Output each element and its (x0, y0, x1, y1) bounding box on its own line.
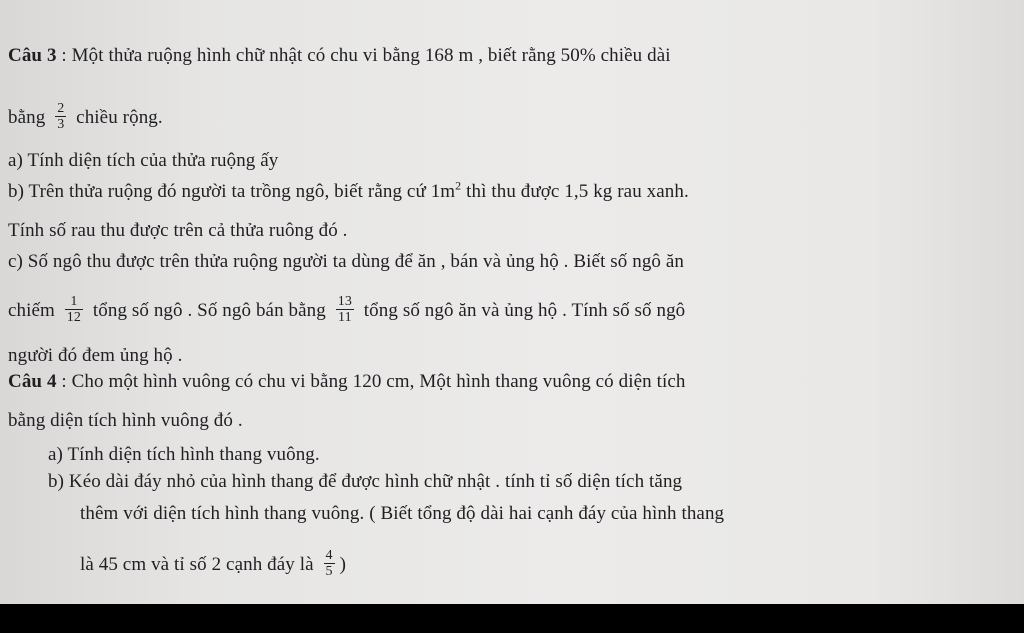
q3-part-c-text: chiếm (8, 299, 55, 321)
fraction-denominator: 3 (57, 117, 65, 132)
q3-part-b-line-2: Tính số rau thu được trên cả thửa ruông đó . (8, 220, 348, 241)
q3-text: chiều rộng. (76, 106, 163, 128)
q3-part-a: a) Tính diện tích của thửa ruộng ấy (8, 150, 279, 171)
q4-part-b-line-1: b) Kéo dài đáy nhỏ của hình thang để được hình chữ nhật . tính tỉ số diện tích tăng (48, 471, 683, 492)
fraction-numerator: 4 (325, 548, 333, 563)
fraction-denominator: 5 (325, 564, 333, 579)
q3-part-c-line-2 (8, 296, 685, 327)
q4-part-b-line-2: thêm với diện tích hình thang vuông. ( Biết tổng độ dài hai cạnh đáy của hình thang (80, 503, 725, 524)
q3-part-b-text: b) Trên thửa ruộng đó người ta trồng ngô, biết rằng cứ 1m (8, 181, 456, 202)
q4-line-1 (8, 370, 685, 394)
fraction-numerator: 2 (57, 101, 65, 116)
q3-part-c-line-3: người đó đem ủng hộ . (8, 345, 183, 366)
q4-statement: : Cho một hình vuông có chu vi bằng 120 cm, Một hình thang vuông có diện tích (56, 371, 686, 392)
q3-part-c-text: tổng số ngô ăn và ủng hộ . Tính số số ngô (363, 299, 686, 321)
q4-line-2: bằng diện tích hình vuông đó . (8, 410, 243, 431)
fraction-denominator: 11 (337, 310, 352, 325)
fraction-two-thirds (55, 101, 66, 132)
fraction-one-twelfth (65, 294, 83, 325)
q3-part-c-line-1: c) Số ngô thu được trên thửa ruộng người ta dùng để ăn , bán và ủng hộ . Biết số ngô ăn (8, 251, 685, 272)
q3-line-2 (8, 103, 163, 134)
q3-part-b-line-1 (8, 180, 689, 204)
fraction-denominator: 12 (66, 310, 81, 325)
superscript: 2 (455, 178, 462, 193)
q3-label: Câu 3 (8, 45, 57, 66)
q4-part-b-text: ) (339, 553, 347, 575)
q4-part-b-line-3 (80, 550, 346, 581)
q3-part-c-text: tổng số ngô . Số ngô bán bằng (92, 299, 326, 321)
fraction-numerator: 1 (65, 294, 83, 310)
q3-statement: : Một thửa ruộng hình chữ nhật có chu vi bằng 168 m , biết rằng 50% chiều dài (56, 45, 671, 66)
q3-text: bằng (8, 106, 46, 128)
fraction-numerator: 13 (337, 294, 352, 309)
q3-part-b-text: thì thu được 1,5 kg rau xanh. (461, 181, 689, 202)
q3-line-1 (8, 44, 671, 68)
q4-part-a: a) Tính diện tích hình thang vuông. (48, 444, 320, 465)
q4-part-b-text: là 45 cm và tỉ số 2 cạnh đáy là (80, 553, 314, 575)
q4-label: Câu 4 (8, 371, 57, 392)
fraction-thirteen-elevenths (336, 294, 354, 325)
fraction-four-fifths (324, 548, 335, 579)
